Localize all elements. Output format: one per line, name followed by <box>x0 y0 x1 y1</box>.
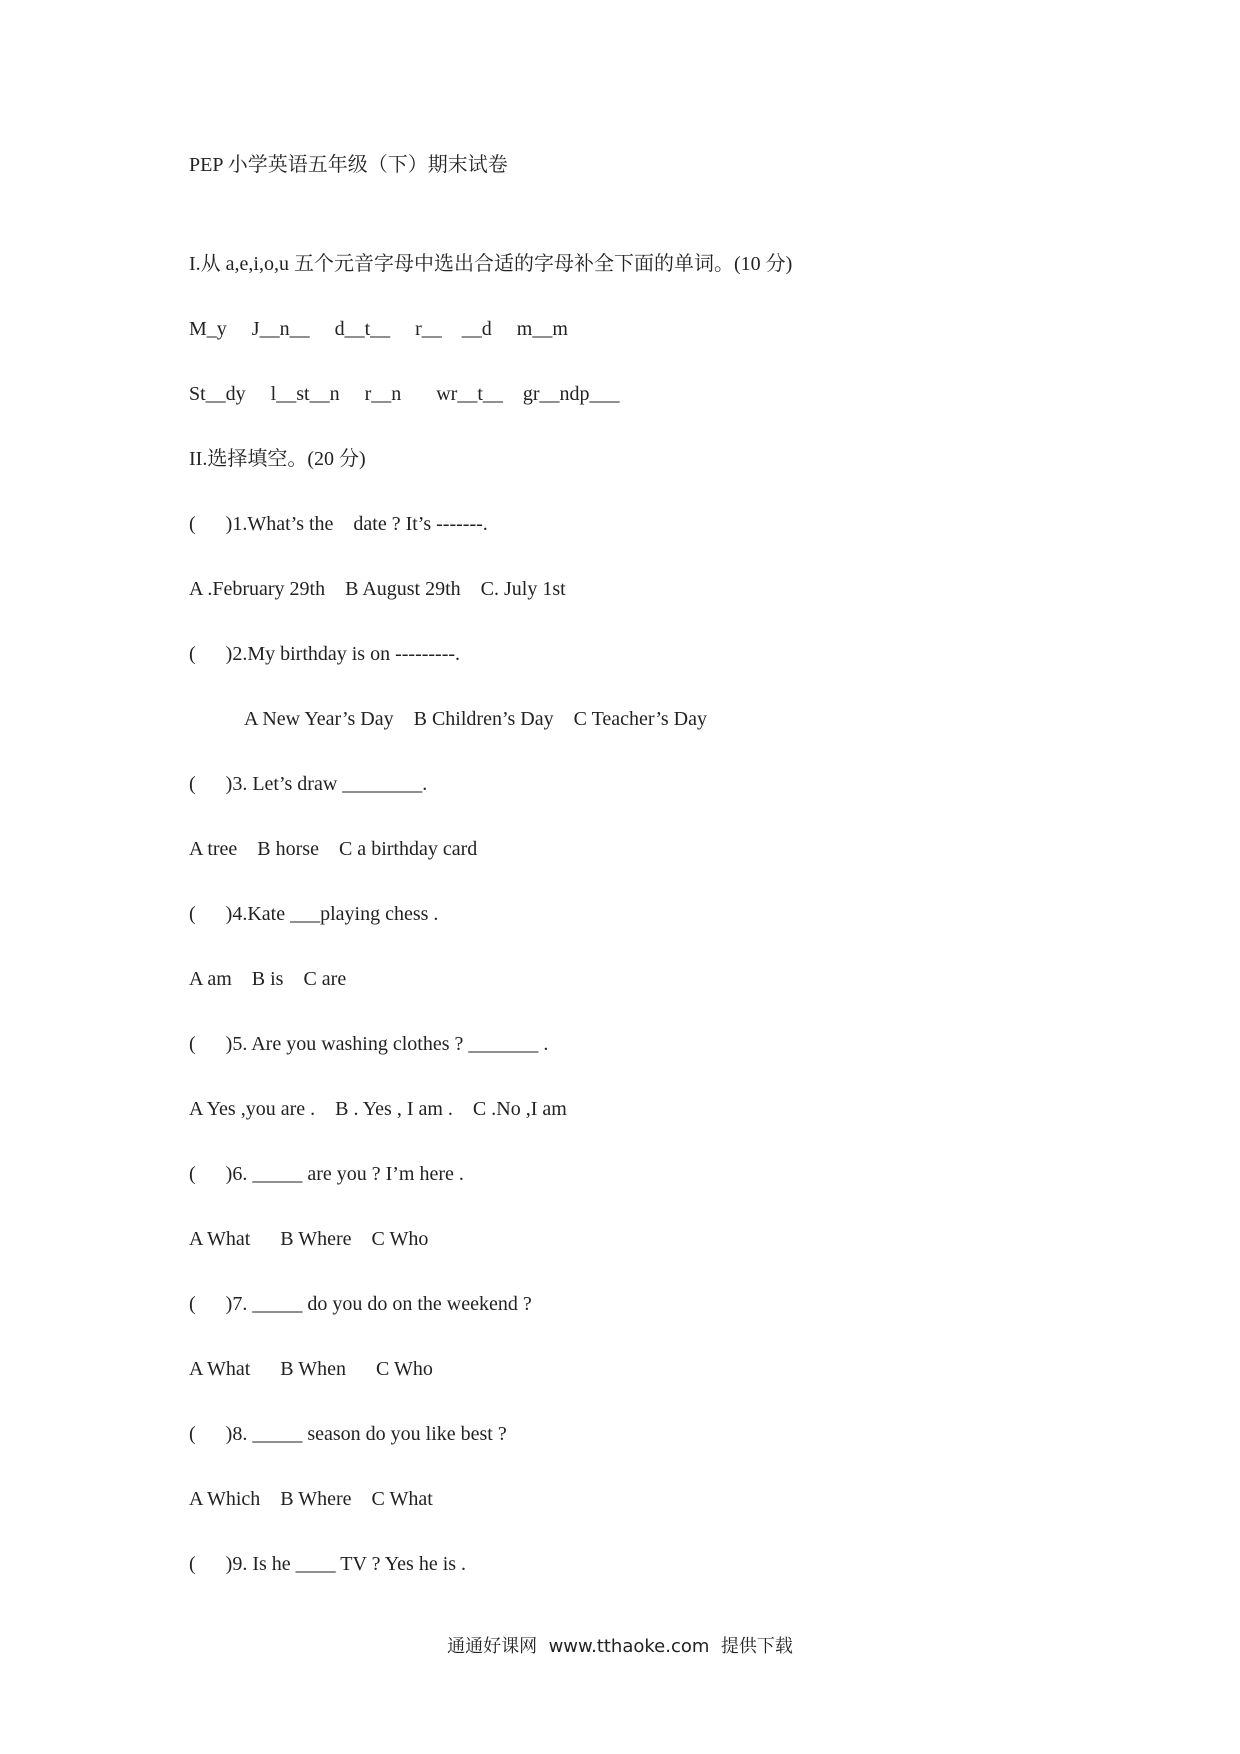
question-7-options: A What B When C Who <box>189 1358 433 1380</box>
section-1-row-1: M_y J__n__ d__t__ r__ __d m__m <box>189 318 568 340</box>
question-2-options: A New Year’s Day B Children’s Day C Teacher’s Day <box>244 708 707 730</box>
question-6: ( )6. _____ are you ? I’m here . <box>189 1163 464 1185</box>
question-5-options: A Yes ,you are . B . Yes , I am . C .No ,I am <box>189 1098 567 1120</box>
section-1-heading: I.从 a,e,i,o,u 五个元音字母中选出合适的字母补全下面的单词。(10 分) <box>189 253 793 275</box>
section-2-heading: II.选择填空。(20 分) <box>189 448 366 470</box>
footer-credit: 通通好课网 www.tthaoke.com 提供下载 <box>447 1636 793 1657</box>
question-8-options: A Which B Where C What <box>189 1488 433 1510</box>
question-3-options: A tree B horse C a birthday card <box>189 838 478 860</box>
question-4-options: A am B is C are <box>189 968 347 990</box>
question-9: ( )9. Is he ____ TV ? Yes he is . <box>189 1553 467 1575</box>
question-3: ( )3. Let’s draw ________. <box>189 773 428 795</box>
question-4: ( )4.Kate ___playing chess . <box>189 903 439 925</box>
question-2: ( )2.My birthday is on ---------. <box>189 643 461 665</box>
question-6-options: A What B Where C Who <box>189 1228 429 1250</box>
question-1-options: A .February 29th B August 29th C. July 1st <box>189 578 566 600</box>
page-title: PEP 小学英语五年级（下）期末试卷 <box>189 154 508 176</box>
section-1-row-2: St__dy l__st__n r__n wr__t__ gr__ndp___ <box>189 383 620 405</box>
question-7: ( )7. _____ do you do on the weekend ? <box>189 1293 532 1315</box>
question-1: ( )1.What’s the date ? It’s -------. <box>189 513 488 535</box>
question-5: ( )5. Are you washing clothes ? _______ . <box>189 1033 549 1055</box>
question-8: ( )8. _____ season do you like best ? <box>189 1423 507 1445</box>
